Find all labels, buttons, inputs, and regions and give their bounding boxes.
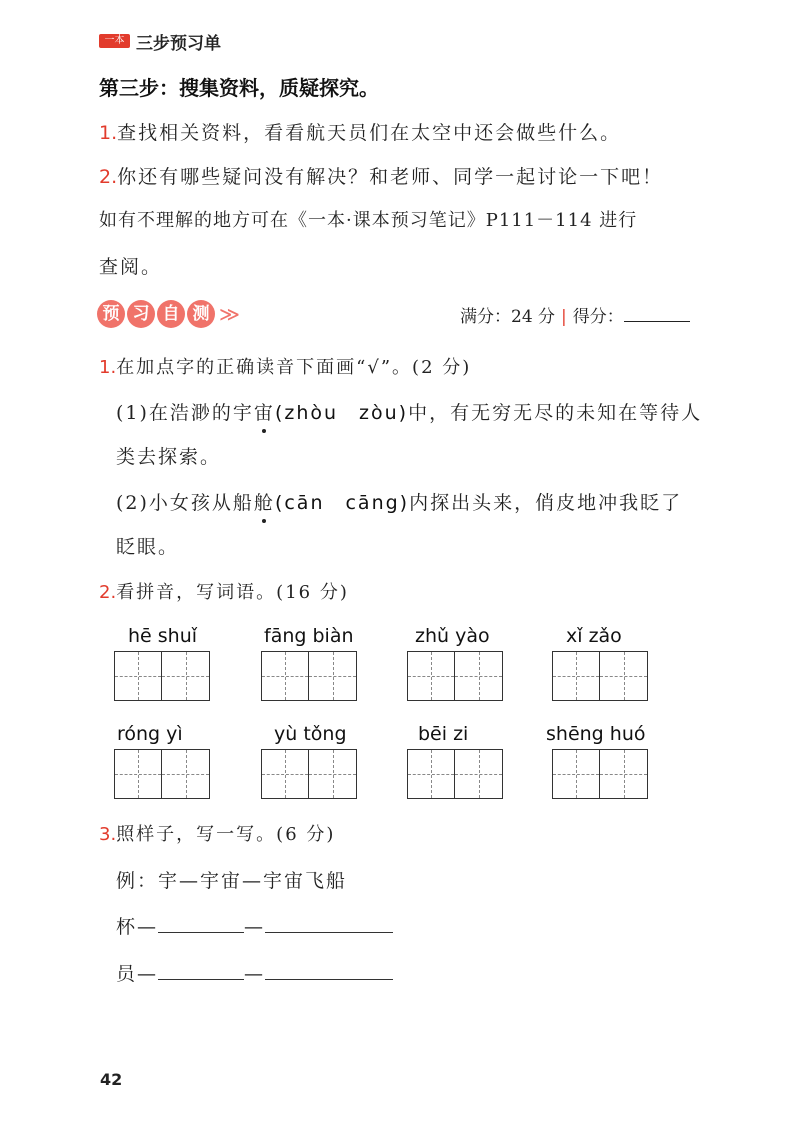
note-line-1: 如有不理解的地方可在《一本·课本预习笔记》P111－114 进行: [99, 210, 638, 231]
pinyin-label: róng yì: [117, 723, 183, 745]
question-text: 在加点字的正确读音下面画“√”。(2 分): [116, 357, 472, 378]
q3-example: 例：宇—宇宙—宇宙飞船: [116, 870, 348, 892]
row-prefix: 杯—: [116, 916, 159, 938]
pinyin-label: yù tǒng: [274, 723, 347, 745]
banner-char: 预: [97, 300, 125, 328]
q1-title: [99, 353, 471, 379]
question-number: 1.: [99, 357, 117, 378]
item-text: 中，有无穷无尽的未知在等待人: [408, 402, 703, 424]
pinyin-label: shēng huó: [546, 723, 646, 745]
note-line-2: 查阅。: [99, 256, 163, 278]
pinyin-label: bēi zi: [418, 723, 469, 745]
q3-row: [116, 959, 393, 986]
dotted-char: 舱: [254, 488, 275, 515]
q3-title: [99, 820, 335, 846]
pinyin-label: hē shuǐ: [128, 625, 198, 647]
q1-item-2: [116, 488, 682, 515]
pinyin-label: fāng biàn: [264, 625, 354, 647]
score-blank[interactable]: [624, 307, 690, 322]
header-title: 三步预习单: [136, 34, 221, 54]
item-text: (1)在浩渺的宇: [116, 402, 254, 424]
question-text: 看拼音，写词语。(16 分): [116, 582, 349, 603]
item-text: (2)小女孩从船: [116, 492, 254, 514]
writing-grid[interactable]: [114, 651, 210, 701]
dotted-char: 宙: [254, 398, 275, 425]
self-test-banner: [97, 300, 247, 334]
task-number: 2.: [99, 166, 118, 188]
step3-heading: 第三步：搜集资料，质疑探究。: [99, 76, 379, 100]
pinyin-options[interactable]: (zhòu zòu): [274, 402, 409, 424]
writing-grid[interactable]: [261, 651, 357, 701]
score-box: [460, 302, 690, 327]
question-text: 照样子，写一写。(6 分): [116, 824, 336, 845]
full-score: 满分：24 分: [460, 307, 556, 327]
q2-title: [99, 578, 349, 604]
banner-char: 测: [187, 300, 215, 328]
dash: —: [244, 916, 266, 938]
task-text: 查找相关资料，看看航天员们在太空中还会做些什么。: [117, 122, 622, 144]
q1-item-2-line2: 眨眼。: [116, 536, 180, 558]
q1-item-1: [116, 398, 702, 425]
pinyin-label: zhǔ yào: [415, 625, 490, 647]
writing-grid[interactable]: [114, 749, 210, 799]
divider: |: [561, 307, 567, 327]
item-text: 内探出头来，俏皮地冲我眨了: [409, 492, 683, 514]
dash: —: [244, 963, 266, 985]
task-number: 1.: [99, 122, 118, 144]
q3-row: [116, 912, 393, 939]
answer-blank[interactable]: [158, 963, 244, 980]
q1-item-1-line2: 类去探索。: [116, 446, 222, 468]
question-number: 3.: [99, 824, 117, 845]
writing-grid[interactable]: [552, 749, 648, 799]
writing-grid[interactable]: [261, 749, 357, 799]
double-chevron-icon: ≫: [219, 302, 240, 326]
answer-blank[interactable]: [158, 916, 244, 933]
answer-blank[interactable]: [265, 916, 393, 933]
task-1: [99, 118, 621, 145]
question-number: 2.: [99, 582, 117, 603]
banner-char: 习: [127, 300, 155, 328]
brand-logo: 一本: [99, 34, 130, 48]
pinyin-options[interactable]: (cān cāng): [274, 492, 410, 514]
writing-grid[interactable]: [407, 749, 503, 799]
writing-grid[interactable]: [407, 651, 503, 701]
task-2: [99, 162, 663, 189]
answer-blank[interactable]: [265, 963, 393, 980]
page-number: 42: [100, 1070, 123, 1089]
task-text: 你还有哪些疑问没有解决？和老师、同学一起讨论一下吧！: [117, 166, 664, 188]
row-prefix: 员—: [116, 963, 159, 985]
writing-grid[interactable]: [552, 651, 648, 701]
pinyin-label: xǐ zǎo: [566, 625, 622, 647]
score-label: 得分：: [572, 307, 624, 327]
banner-char: 自: [157, 300, 185, 328]
